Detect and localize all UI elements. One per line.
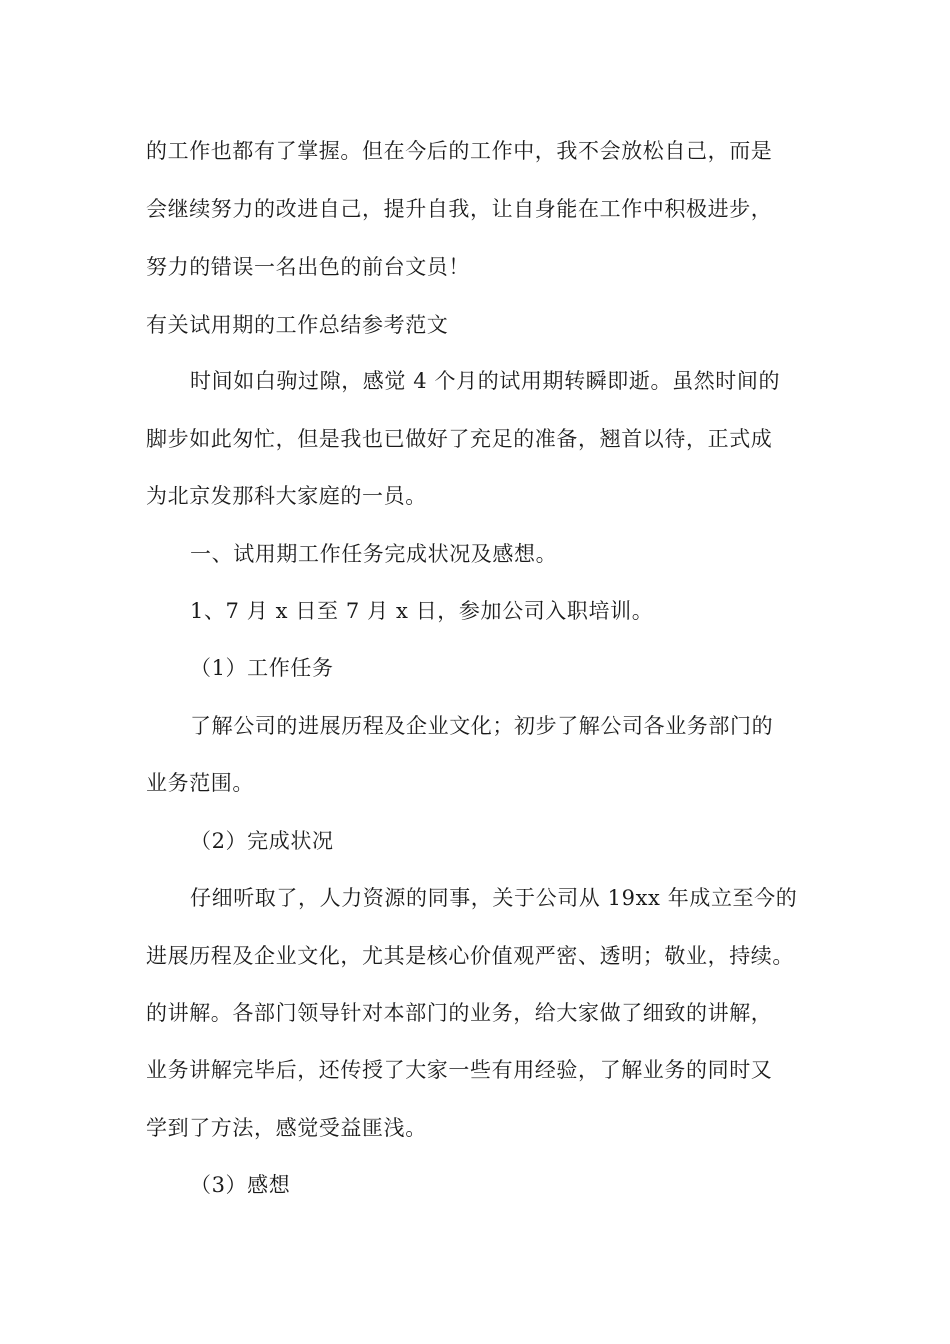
body-line: 的工作也都有了掌握。但在今后的工作中，我不会放松自己，而是	[146, 139, 773, 163]
body-line: 进展历程及企业文化，尤其是核心价值观严密、透明；敬业，持续。	[146, 944, 794, 968]
body-line: 的讲解。各部门领导针对本部门的业务，给大家做了细致的讲解，	[146, 1001, 773, 1025]
body-line: 仔细听取了，人力资源的同事，关于公司从 19xx 年成立至今的	[190, 886, 798, 910]
body-line: 会继续努力的改进自己，提升自我，让自身能在工作中积极进步，	[146, 197, 773, 221]
body-line: 为北京发那科大家庭的一员。	[146, 484, 427, 508]
body-line: 学到了方法，感觉受益匪浅。	[146, 1116, 427, 1140]
body-line: 了解公司的进展历程及企业文化；初步了解公司各业务部门的	[190, 714, 774, 738]
subheading-line: （2）完成状况	[190, 829, 334, 853]
subheading-line: （3）感想	[190, 1173, 291, 1197]
body-line: 脚步如此匆忙，但是我也已做好了充足的准备，翘首以待，正式成	[146, 427, 773, 451]
body-line: 业务讲解完毕后，还传授了大家一些有用经验，了解业务的同时又	[146, 1058, 773, 1082]
body-line: 努力的错误一名出色的前台文员！	[146, 255, 470, 279]
body-line: 业务范围。	[146, 771, 254, 795]
heading-line: 一、试用期工作任务完成状况及感想。	[190, 542, 558, 566]
body-line: 时间如白驹过隙，感觉 4 个月的试用期转瞬即逝。虽然时间的	[190, 369, 781, 393]
body-line: 1、7 月 x 日至 7 月 x 日，参加公司入职培训。	[190, 599, 654, 623]
section-title: 有关试用期的工作总结参考范文	[146, 313, 449, 337]
subheading-line: （1）工作任务	[190, 656, 334, 680]
